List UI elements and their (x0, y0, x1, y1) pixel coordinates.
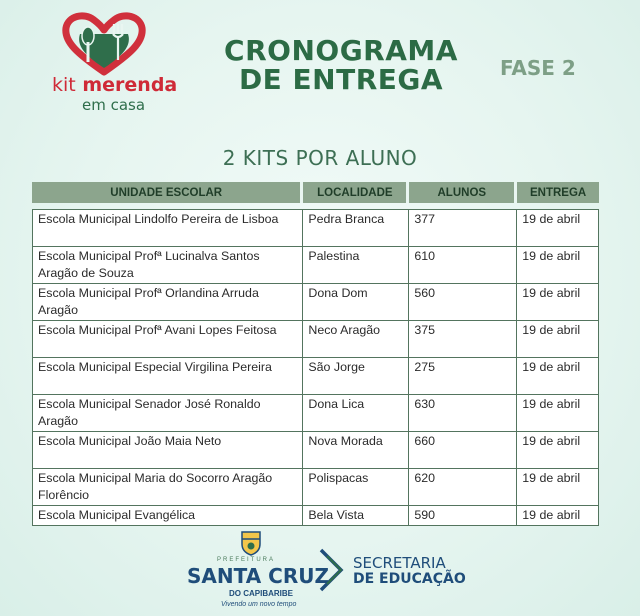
students-cell: 377 (409, 209, 517, 247)
school-cell: Escola Municipal Evangélica (32, 506, 303, 526)
table-row (32, 358, 599, 395)
locality-cell: Dona Lica (303, 395, 409, 432)
table-row (32, 284, 599, 321)
table-row (32, 321, 599, 358)
city-name: SANTA CRUZ (187, 564, 329, 588)
students-cell: 590 (409, 506, 517, 526)
phase-label: FASE 2 (500, 56, 576, 80)
logo-wordmark (52, 74, 177, 96)
department-line-1: SECRETARIA (353, 554, 446, 572)
logo-merenda-text: merenda (82, 74, 178, 96)
department-name (353, 555, 466, 587)
column-header-students: ALUNOS (409, 182, 517, 203)
delivery-cell: 19 de abril (517, 358, 599, 395)
school-cell: Escola Municipal Profª Lucinalva Santos Aragão de Souza (32, 247, 303, 284)
table-row (32, 432, 599, 469)
table-row (32, 469, 599, 506)
locality-cell: Palestina (303, 247, 409, 284)
locality-cell: Bela Vista (303, 506, 409, 526)
logo-kit-text: kit (52, 74, 76, 96)
logo-em-casa-text: em casa (82, 96, 146, 114)
delivery-cell: 19 de abril (517, 247, 599, 284)
column-header-delivery: ENTREGA (517, 182, 599, 203)
school-cell: Escola Municipal Senador José Ronaldo Aragão (32, 395, 303, 432)
school-cell: Escola Municipal Lindolfo Pereira de Lisboa (32, 209, 303, 247)
column-header-school: UNIDADE ESCOLAR (32, 182, 303, 203)
delivery-schedule-table (32, 182, 599, 526)
title-line-1: CRONOGRAMA (224, 34, 458, 67)
prefeitura-label: PREFEITURA (217, 557, 276, 563)
table-row (32, 247, 599, 284)
table-row (32, 395, 599, 432)
locality-cell: Dona Dom (303, 284, 409, 321)
locality-cell: Neco Aragão (303, 321, 409, 358)
students-cell: 630 (409, 395, 517, 432)
city-slogan: Vivendo um novo tempo (221, 601, 297, 608)
kit-merenda-logo (52, 12, 178, 114)
table-row (32, 209, 599, 247)
students-cell: 560 (409, 284, 517, 321)
page-title (196, 36, 486, 94)
locality-cell: Polispacas (303, 469, 409, 506)
delivery-cell: 19 de abril (517, 395, 599, 432)
delivery-cell: 19 de abril (517, 506, 599, 526)
table-row (32, 506, 599, 526)
locality-cell: São Jorge (303, 358, 409, 395)
chevron-right-icon (317, 548, 347, 592)
students-cell: 275 (409, 358, 517, 395)
delivery-cell: 19 de abril (517, 284, 599, 321)
school-cell: Escola Municipal Profª Avani Lopes Feitosa (32, 321, 303, 358)
students-cell: 660 (409, 432, 517, 469)
students-cell: 610 (409, 247, 517, 284)
delivery-cell: 19 de abril (517, 321, 599, 358)
students-cell: 375 (409, 321, 517, 358)
school-cell: Escola Municipal Maria do Socorro Aragão Florêncio (32, 469, 303, 506)
delivery-cell: 19 de abril (517, 432, 599, 469)
city-subtitle: DO CAPIBARIBE (229, 589, 294, 598)
delivery-cell: 19 de abril (517, 209, 599, 247)
column-header-locality: LOCALIDADE (303, 182, 409, 203)
footer-branding (185, 528, 466, 612)
subtitle: 2 KITS POR ALUNO (222, 146, 418, 170)
delivery-cell: 19 de abril (517, 469, 599, 506)
school-cell: Escola Municipal Profª Orlandina Arruda Aragão (32, 284, 303, 321)
table-header-row (32, 182, 599, 203)
city-crest-icon (240, 530, 262, 556)
title-line-2: DE ENTREGA (238, 63, 444, 96)
school-cell: Escola Municipal Especial Virgilina Pereira (32, 358, 303, 395)
locality-cell: Nova Morada (303, 432, 409, 469)
heart-utensils-icon (58, 12, 150, 76)
department-line-2: DE EDUCAÇÃO (353, 571, 466, 587)
school-cell: Escola Municipal João Maia Neto (32, 432, 303, 469)
students-cell: 620 (409, 469, 517, 506)
locality-cell: Pedra Branca (303, 209, 409, 247)
